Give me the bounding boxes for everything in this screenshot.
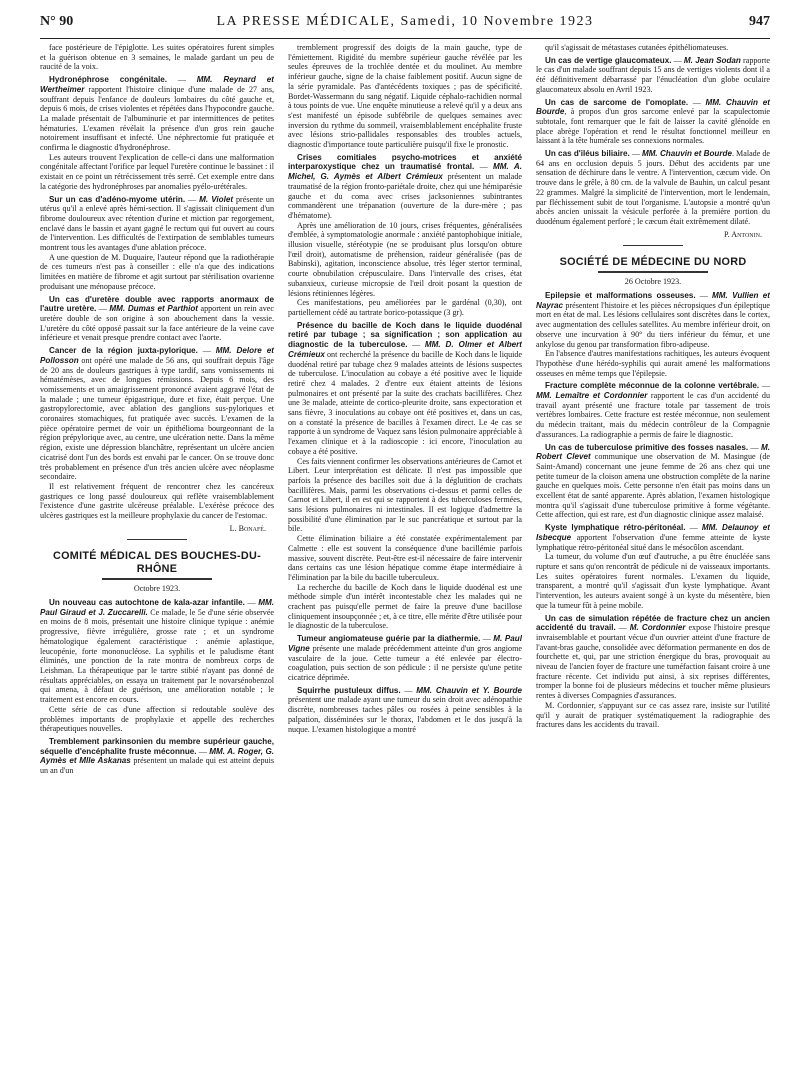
article-authors: MM. Dumas et Parthiot: [109, 304, 199, 314]
issue-number: N° 90: [40, 14, 74, 29]
article-paragraph: [536, 98, 770, 147]
article-title: Squirrhe pustuleux diffus.: [297, 685, 401, 695]
dash-separator: —: [167, 75, 197, 85]
article-authors: MM. D. Olmer et Albert Crémieux: [288, 340, 522, 359]
paragraph: Ces manifestations, peu améliorées par le gardénal (0,30), ont partiellement cédé au tartrate borico-potassique (3 gr).: [288, 298, 522, 317]
article-authors: MM. Delaunoy et Isbecque: [536, 523, 770, 542]
journal-title: LA PRESSE MÉDICALE, Samedi, 10 Novembre 1923: [216, 14, 594, 29]
paragraph: Après une amélioration de 10 jours, crises fréquentes, généralisées d'emblée, à symptomatologie anormale : anxiété pantophobique initiale, illusion visuelle, stéréotypie (ne se produisant plus lorsqu'on obture l'œil droit), automatisme de préhension, raideur généralisée (pas de Babinski), agitation, inconscience absolue, très léger stertor terminal, courte obnubilation crépusculaire. Dans l'intervalle des crises, état subanxieux, curieuse micropsie de l'œil droit posant la question de lésions rétiniennes légères.: [288, 220, 522, 298]
article-paragraph: [40, 195, 274, 253]
header-rule: [40, 38, 770, 39]
article-paragraph: [536, 523, 770, 552]
dash-separator: —: [244, 598, 259, 608]
paragraph: Cette série de cas d'une affection si redoutable soulève des problèmes importants de prophylaxie et appelle des recherches thérapeutiques nouvelles.: [40, 704, 274, 734]
article-title: Un cas de tuberculose primitive des fosses nasales.: [545, 442, 749, 452]
article-title: Tumeur angiomateuse guérie par la diathermie.: [297, 634, 481, 644]
article-paragraph: [288, 634, 522, 683]
article-title: Epilepsie et malformations osseuses.: [545, 291, 696, 301]
paragraph: En l'absence d'autres manifestations rachitiques, les auteurs évoquent l'hypothèse d'une hérédo-syphilis qui aurait amené les malformations osseuses en même temps que l'épilepsie.: [536, 349, 770, 378]
dash-separator: —: [748, 442, 761, 452]
article-title: Un nouveau cas autochtone de kala-azar infantile.: [49, 598, 245, 608]
article-authors: MM. Chauvin et Y. Bourde: [416, 685, 522, 695]
paragraph: Cette élimination biliaire a été constatée expérimentalement par Calmette : elle est souvent la conséquence d'une bacillémie parfois massive, souvent discrète. Peut-être est-il nécessaire de faire intervenir dans certains cas une lésion hépatique comme étape intermédiaire à l'élimination par la bile du bacille tuberculeux.: [288, 534, 522, 582]
article-title: Un cas de vertige glaucomateux.: [545, 55, 672, 65]
paragraph: La recherche du bacille de Koch dans le liquide duodénal est une méthode simple d'un intérêt incontestable chez les malades qui ne crachent pas puisqu'elle permet de faire la preuve d'une bacillose cliniquement insoupçonnée ; et, à ce titre, elle mérite d'être utilisée pour le diagnostic de la tuberculose.: [288, 582, 522, 631]
paragraph: M. Cordonnier, s'appuyant sur ce cas assez rare, insiste sur l'utilité qu'il y aurait de pratiquer systématiquement la radiographie des fractures dans les accidents du travail.: [536, 700, 770, 730]
article-paragraph: [536, 443, 770, 521]
article-authors: M. Jean Sodan: [683, 55, 741, 65]
dash-separator: —: [759, 381, 770, 391]
dash-separator: —: [480, 634, 494, 644]
section-separator: [623, 245, 683, 246]
section-underline: [598, 271, 708, 273]
article-body: . Malade de 64 ans en occlusion depuis 5 jours. Début des accidents par une sensation de déchirure dans le ventre. A l'intervention, cæcum vide. On trouve dans le grêle, à 80 cm. de la valvule de Bauhin, un calcul pesant 22 grammes. Malgré la simplicité de l'intervention, mort le lendemain, par fléchissement subit de tout l'organisme. L'autopsie a montré qu'un abcès ancien unissait la vésicule perforée à la première portion du duodénum également perforé ; le cæcum était extrêmement dilaté.: [536, 149, 770, 226]
section-separator: [127, 539, 187, 540]
article-authors: M. Cordonnier: [629, 623, 686, 633]
article-authors: M. Paul Vigne: [288, 634, 522, 653]
article-title: Sur un cas d'adéno-myome utérin.: [49, 194, 186, 204]
article-authors: M. Violet: [199, 194, 234, 204]
article-body: présentent un malade qui est atteint depuis un an d'un: [40, 756, 274, 776]
article-paragraph: [40, 598, 274, 705]
article-title: Un cas de sarcome de l'omoplate.: [545, 97, 689, 107]
article-paragraph: [536, 291, 770, 349]
column-2: [288, 43, 522, 1073]
article-authors: MM. A. Roger, G. Aymès et Mlle Askanas: [40, 746, 274, 766]
article-title: Cancer de la région juxta-pylorique.: [49, 346, 198, 356]
article-title: Un cas d'uretère double avec rapports anormaux de l'autre uretère.: [40, 294, 274, 314]
article-body: ont opéré une malade de 56 ans, qui souffrait depuis l'âge de 20 ans de douleurs gastriques à type tardif, sans vomissements ni hématémèses, avec de longues rémissions. Depuis 6 mois, des vomissements et un amaigrissement prononcé avaient aggravé l'état de la malade ; une tumeur épigastrique, dure et fixe, était perçue. Une gastropylorectomie, avec ablation des ganglions sus-pyloriques et coronaires stomachiques, fut pratiquée avec succès. L'examen de la pièce opératoire permet de voir un épithélioma bourgeonnant de la région prépylorique avec, au centre, une ulcération nette. Dans la même région, existe une dépression blanchâtre, représentant un ulcère ancien cicatrisé dont l'un des bords est envahi par le cancer. On se trouve donc très probablement en présence d'un très ancien ulcère avec néoplasme secondaire.: [40, 355, 274, 482]
dash-separator: —: [196, 746, 210, 756]
article-paragraph: [288, 686, 522, 735]
article-body: rapportent le cas d'un accidenté du travail ayant présenté une fracture totale par tassement de trois vertèbres lombaires. Cette fracture est restée méconnue, non seulement du médecin traitant, mais du médecin contrôleur de la Compagnie d'assurances. La radiographie a permis de faire le diagnostic.: [536, 391, 770, 439]
paragraph: Les auteurs trouvent l'explication de celle-ci dans une malformation congénitale affectant l'orifice par lequel l'uretère continue le bassinet : il existait en ce point un rétrécissement très serré. Cet exemple entre dans la catégorie des hydronéphroses par anomalies pyélo-urétérales.: [40, 152, 274, 191]
article-body: présentent un malade traumatisé de la région fronto-pariétale droite, chez qui une hémiparésie gauche et du coma avec crises jacksoniennes subintrantes commandèrent une trépanation (ouverture de la dure-mère ; pas d'hématome).: [288, 172, 522, 220]
page-number: 947: [749, 14, 770, 29]
column-3: [536, 43, 770, 1073]
article-body: rapporte le cas d'un malade souffrant depuis 15 ans de vertiges violents dont il a été définitivement débarrassé par l'énucléation d'un globe oculaire glaucomateux absolu en Avril 1923.: [536, 55, 770, 94]
paragraph: Ces faits viennent confirmer les observations antérieures de Carnot et Libert. Leur interprétation est délicate. Il n'est pas impossible que parfois la présence des bacilles soit due à la déglutition de crachats bacillifères. Mais, parmi les observations ci-dessus et parmi celles de Carnot et Libert, il en est qui se rapportent à des tuberculoses fermées, sans lésions pulmonaires ni intestinales. Il est logique d'admettre la possibilité d'une élimination par le suc pancréatique et surtout par la bile.: [288, 456, 522, 534]
article-authors: MM. Delore et Pollosson: [40, 346, 274, 365]
article-title: Un cas d'iléus biliaire.: [545, 149, 630, 159]
article-authors: MM. Chauvin et Bourde: [641, 149, 732, 159]
dash-separator: —: [185, 194, 200, 204]
article-body: expose l'histoire presque invraisemblable et pourtant vécue d'un ouvrier atteint d'une fracture de l'avant-bras gauche, consolidée avec déformation permanente en dos de fourchette et, qui, par une striction énergique du bras, provoquait au niveau de l'ancien foyer de fracture une tuméfaction faisant croire à une fracture récente. Cet individu put ainsi, à six reprises différentes, tromper la bonne foi de plusieurs médecins et toucher même plusieurs rentes à diverses Compagnies d'assurances.: [536, 623, 770, 701]
article-title: Kyste lymphatique rétro-péritonéal.: [545, 523, 686, 533]
signature: P. Antonin.: [724, 229, 762, 239]
article-paragraph: [40, 737, 274, 776]
article-authors: MM. Chauvin et Bourde: [536, 97, 770, 117]
dash-separator: —: [688, 97, 706, 107]
dash-separator: —: [615, 623, 630, 633]
article-authors: MM. Lemaître et Cordonnier: [536, 391, 648, 401]
article-body: présente une malade précédemment atteinte d'un gros angiome vasculaire de la joue. Cette tumeur a été enlevée par électro-coagulation, puis section de son pédicule : il ne persiste qu'une petite cicatrice déprimée.: [288, 643, 522, 682]
dash-separator: —: [96, 304, 110, 314]
article-body: apportent un rein avec uretère double de son origine à son abouchement dans la vessie. L'uretère du côté opposé passait sur la face antérieure de la veine cave inférieure et venait presque prendre contact avec l'aorte.: [40, 304, 274, 343]
article-title: Crises comitiales psycho-motrices et anxiété interparoxystique chez un traumatisé frontal.: [288, 152, 522, 172]
dash-separator: —: [629, 149, 642, 159]
dash-separator: —: [474, 162, 493, 172]
article-paragraph: [40, 75, 274, 153]
article-authors: M. Robert Clevet: [536, 442, 770, 462]
article-body: présentent l'histoire et les pièces nécropsiques d'un épileptique mort en état de mal. Les lésions cellulaires sont discrètes dans le cortex, avec augmentation des cellules satellites. Au membre inférieur droit, on observe une incurvation à 90° du tiers inférieur du fémur, et une ankylose du genou par transformation fibro-adipeuse.: [536, 300, 770, 349]
article-body: Ce malade, le 5e d'une série observée en moins de 8 mois, présentait une histoire clinique typique : anémie progressive, fièvre irrégulière, grosse rate ; et un syndrome hématologique également caractéristique : anémie aplastique, leucopénie, forte mononucléose. La syphilis et le paludisme étant éliminés, une ponction de la rate montra de nombreux corps de Leishman. La thérapeutique par le tartre stibié n'ayant pas donné de résultats appréciables, on essaya un traitement par le novarsénobenzol qui amena, à défaut de guérison, une amélioration notable ; le traitement est encore en cours.: [40, 607, 274, 705]
dash-separator: —: [671, 55, 684, 65]
article-authors: MM. A. Michel, G. Aymès et Albert Crémieux: [288, 162, 522, 182]
article-paragraph: [536, 614, 770, 701]
article-title: Présence du bacille de Koch dans le liquide duodénal retiré par tubage ; sa signification ; son application au diagnostic de la tuberculose.: [288, 320, 522, 350]
dash-separator: —: [407, 340, 425, 350]
article-body: ont recherché la présence du bacille de Koch dans le liquide duodénal retiré par tubage chez 9 malades atteints de lésions suspectes de tuberculose. L'inoculation au cobaye a été positive avec le liquide retiré chez 4 malades. 2 d'entre eux étaient atteints de lésions pulmonaires et ont présenté par la suite des crachats bacillifères. Chez une 3e malade, atteinte de cortico-pleurite droite, sans expectoration et sans fièvre, 3 inoculations au cobaye ont été positives et, dans un cas, on a constaté la présence de bacilles à l'examen direct. Le 4e cas se rapporte à un syndrome de Vaquez sans lésion pulmonaire appréciable à l'examen clinique et à la radioscopie : ici encore, l'inoculation au cobaye a été positive.: [288, 349, 522, 456]
paragraph: qu'il s'agissait de métastases cutanées épithéliomateuses.: [545, 43, 729, 52]
article-paragraph: [40, 346, 274, 482]
section-title: SOCIÉTÉ DE MÉDECINE DU NORD: [559, 256, 747, 269]
article-paragraph: [288, 153, 522, 221]
section-date: 26 Octobre 1923.: [624, 277, 682, 287]
article-paragraph: [536, 149, 770, 227]
section-underline: [102, 578, 212, 580]
running-header: [40, 14, 770, 34]
article-body: , à propos d'un gros sarcome enlevé par la scapulectomie subtotale, font remarquer que le fait de laisser la cavité glénoïde en place abrège l'opération et rend le résultat fonctionnel meilleur en laissant à la tête humérale ses connexions normales.: [536, 107, 770, 146]
article-paragraph: [536, 56, 770, 95]
paragraph: La tumeur, du volume d'un œuf d'autruche, a pu être énucléée sans rupture et sans qu'on rencontrât de pédicule ni de vaisseaux importants. Les suites opératoires furent normales. L'examen du liquide, transparent, a montré qu'il s'agissait d'un kyste lymphatique. Avant l'intervention, les auteurs avaient songé à un kyste du mésentère, bien que la tumeur fût à peine mobile.: [536, 552, 770, 610]
article-authors: MM. Reynard et Wertheimer: [40, 75, 274, 94]
article-body: rapportent l'histoire clinique d'une malade de 27 ans, souffrant depuis l'enfance de douleurs lombaires du côté gauche et, depuis 6 mois, de crises violentes et répétées dans l'hypocondre gauche. La malade présentait de l'albuminurie et par intermittences de petites hématuries. L'examen révélait la présence d'un gros rein gauche notoirement insuffisant et infecté. Une néphrectomie fut pratiquée et confirma le diagnostic d'hydronéphrose.: [40, 84, 274, 153]
article-title: Fracture complète méconnue de la colonne vertébrale.: [545, 381, 760, 391]
article-authors: MM. Paul Giraud et J. Zuccarelli.: [40, 598, 274, 617]
paragraph: face postérieure de l'épiglotte. Les suites opératoires furent simples et la guérison obtenue en 3 semaines, le malade gardant un peu de raucité de la voix.: [40, 43, 274, 72]
article-title: Un cas de simulation répétée de fracture chez un ancien accidenté du travail.: [536, 613, 770, 633]
article-paragraph: [40, 295, 274, 344]
paragraph: tremblement progressif des doigts de la main gauche, type de l'émiettement. Rigidité du membre supérieur gauche révélée par les seules épreuves de la trochlée dentée et du moulinet. Au membre inférieur gauche, signe de la chaise faiblement positif. Aucun signe de la série pyramidale. Pas d'antécédents toxiques ; pas de spécificité. Bordet-Wassermann du sang négatif. Liquide céphalo-rachidien normal à tous points de vue. Une enquête minutieuse a relevé qu'il y a deux ans s'est manifesté un épisode subfébrile de quelques semaines avec inversion du rythme du sommeil, vraisemblablement encéphalite fruste avec lésions strio-pallidales responsables des troubles actuels, diagnostic d'importance toute particulière puisqu'il fixe le pronostic.: [288, 43, 522, 150]
article-body: présentent une malade ayant une tumeur du sein droit avec adénopathie discrète, nombreuses taches pâles ou rosées à peine sensibles à la palpation, disséminées sur le thorax, l'abdomen et le dos jusqu'à la nuque. L'examen histologique a montré: [288, 695, 522, 734]
dash-separator: —: [197, 346, 216, 356]
dash-separator: —: [695, 291, 712, 301]
column-1: [40, 43, 274, 1073]
dash-separator: —: [685, 523, 702, 533]
paragraph: A une question de M. Duquaire, l'auteur répond que la radiothérapie de ces tumeurs n'est pas à conseiller : elle n'a que des indications limitées en matière de fibrome et agit surtout par stérilisation ovarienne produisant une ménopause précoce.: [40, 252, 274, 291]
paragraph: Il est relativement fréquent de rencontrer chez les cancéreux gastriques ce long passé douloureux qui reflète vraisemblablement l'existence d'une gastrite ulcéreuse préalable. L'exérèse précoce des ulcères gastriques est la meilleure prophylaxie du cancer de l'estomac.: [40, 481, 274, 521]
article-body: apportent l'observation d'une femme atteinte de kyste lymphatique rétro-péritonéal situé dans le mésocôlon ascendant.: [536, 532, 770, 552]
article-paragraph: [536, 381, 770, 439]
section-date: Octobre 1923.: [133, 584, 181, 594]
section-title: COMITÉ MÉDICAL DES BOUCHES-DU-RHÔNE: [53, 550, 261, 576]
dash-separator: —: [400, 685, 417, 695]
article-body: communique une observation de M. Masingue (de Saint-Amand) concernant une jeune femme de 26 ans chez qui une petite tumeur de la cloison amena une obstruction complète de la narine gauche en quelques mois. Cette personne n'en était pas moins dans un excellent état de santé apparente. Après ablation, l'examen histologique montra qu'il s'agissait d'une tuberculose primitive à forme végétante. Cette affection, qui est rare, est d'un diagnostic clinique assez malaisé.: [536, 452, 770, 520]
article-body: présente un utérus qu'il a enlevé après hémi-section. Il s'agissait cliniquement d'un fibrome douloureux avec rétention d'urine et miction par regorgement, enclavé dans le bassin et ayant gagné le rectum qui fut ouvert au cours de l'intervention. Les difficultés de l'extirpation de semblables tumeurs montrent tous les avantages d'une ablation précoce.: [40, 194, 274, 253]
signature: L. Bonafé.: [229, 523, 266, 533]
article-title: Hydronéphrose congénitale.: [49, 75, 168, 85]
article-paragraph: [288, 321, 522, 457]
text-columns: [40, 43, 770, 1073]
article-title: Tremblement parkinsonien du membre supérieur gauche, séquelle d'encéphalite fruste méconnue.: [40, 736, 274, 756]
article-authors: MM. Vullien et Nayrac: [536, 291, 770, 310]
